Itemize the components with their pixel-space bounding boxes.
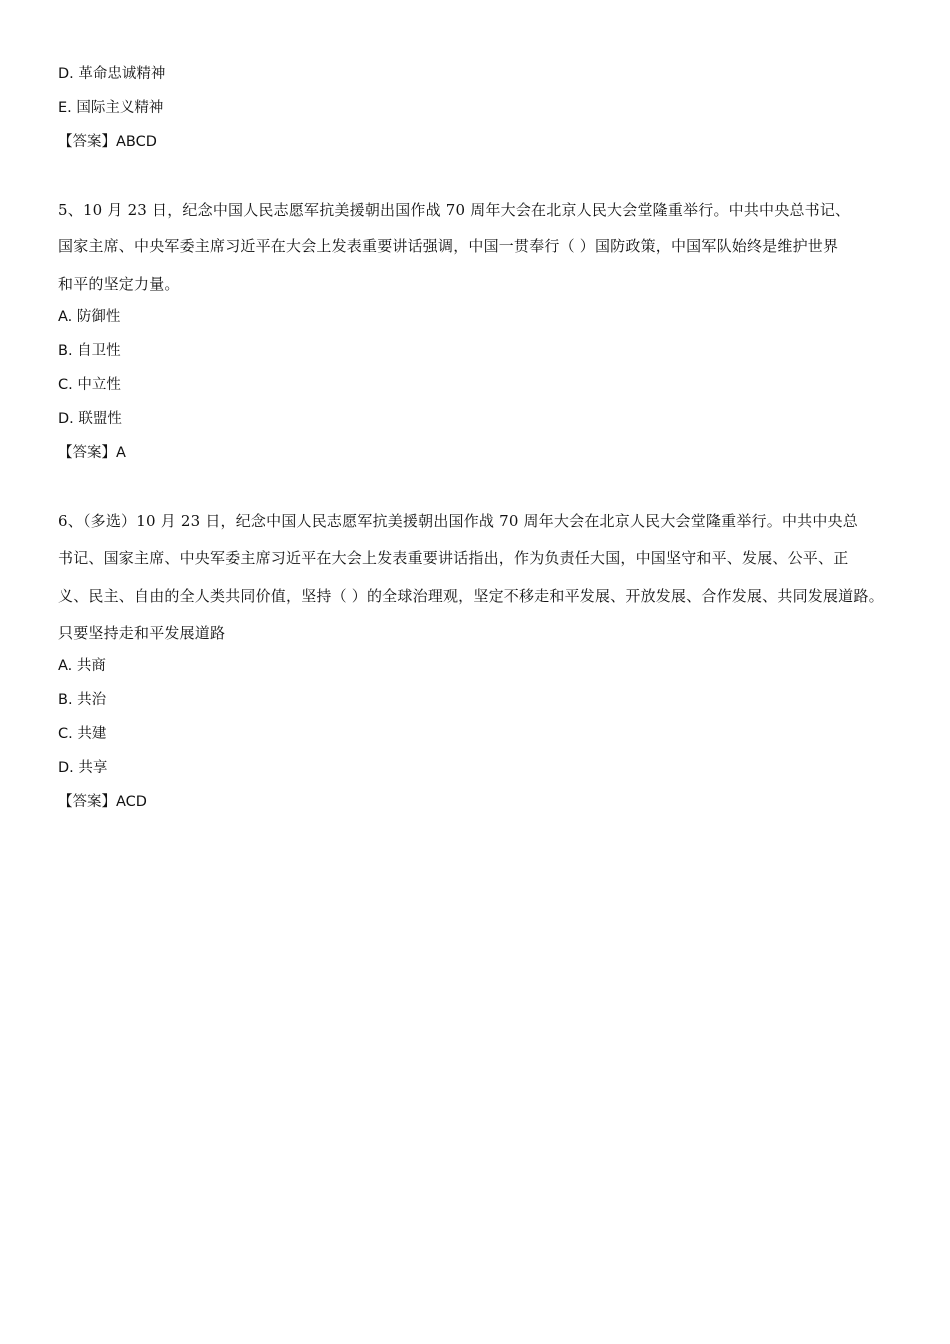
q6-text-line-4: 只要坚持走和平发展道路 [58,624,226,642]
option-e-prev: E. 国际主义精神 [58,100,164,116]
q5-option-b: B. 自卫性 [58,343,121,359]
q6-text-line-2: 书记、国家主席、中央军委主席习近平在大会上发表重要讲话指出，作为负责任大国，中国坚守和平、发展、公平、正 [58,549,849,567]
answer-prev: 【答案】ABCD [58,134,157,150]
q6-text-line-3: 义、民主、自由的全人类共同价值，坚持（ ）的全球治理观，坚定不移走和平发展、开放发展、合作发展、共同发展道路。 [58,587,884,605]
q5-option-a: A. 防御性 [58,309,121,325]
q5-text-line-2: 国家主席、中央军委主席习近平在大会上发表重要讲话强调，中国一贯奉行（ ）国防政策，中国军队始终是维护世界 [58,237,839,255]
q6-option-d: D. 共享 [58,760,108,776]
q6-option-c: C. 共建 [58,726,107,742]
q5-text-line-3: 和平的坚定力量。 [58,275,180,293]
q6-answer: 【答案】ACD [58,794,147,810]
q6-option-b: B. 共治 [58,692,107,708]
q5-option-c: C. 中立性 [58,377,121,393]
option-d-prev: D. 革命忠诚精神 [58,66,166,82]
q5-option-d: D. 联盟性 [58,411,122,427]
q6-option-a: A. 共商 [58,658,106,674]
q5-answer: 【答案】A [58,445,126,461]
q6-text-line-1: 6、（多选）10 月 23 日，纪念中国人民志愿军抗美援朝出国作战 70 周年大会在北京人民大会堂隆重举行。中共中央总 [58,512,858,530]
q5-text-line-1: 5、10 月 23 日，纪念中国人民志愿军抗美援朝出国作战 70 周年大会在北京人民大会堂隆重举行。中共中央总书记、 [58,201,851,219]
